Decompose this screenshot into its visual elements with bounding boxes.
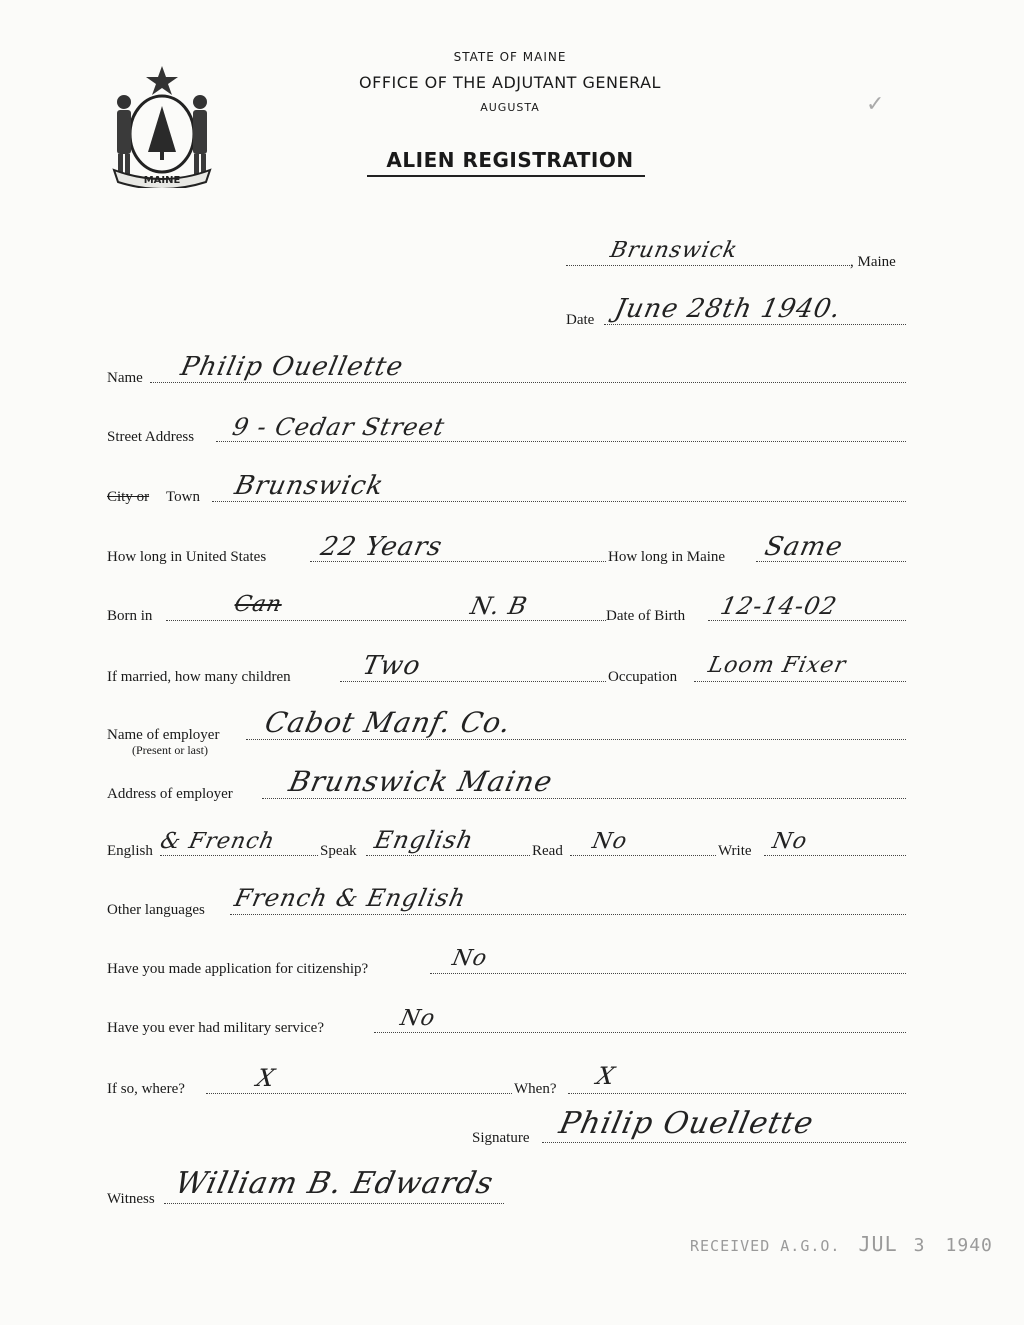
write-value: No	[770, 829, 810, 854]
employer-label: Name of employer	[107, 727, 220, 743]
where-line	[206, 1093, 512, 1094]
stamp-text: RECEIVED A.G.O.	[690, 1237, 841, 1255]
read-line	[570, 855, 716, 856]
signature-label: Signature	[472, 1130, 530, 1146]
date-label: Date	[566, 312, 595, 328]
born-in-struck-value: Can	[232, 592, 285, 617]
english-value: & French	[158, 829, 278, 854]
state-seal-icon	[106, 62, 218, 188]
name-line	[150, 382, 906, 383]
employer-value: Cabot Manf. Co.	[262, 706, 515, 739]
citizenship-value: No	[450, 946, 490, 971]
other-languages-label: Other languages	[107, 902, 205, 918]
how-long-maine-label: How long in Maine	[608, 549, 726, 565]
when-line	[568, 1093, 906, 1094]
how-long-maine-value: Same	[762, 532, 846, 562]
when-label: When?	[514, 1081, 557, 1097]
when-value: X	[594, 1062, 619, 1090]
where-value: X	[254, 1064, 279, 1092]
citizenship-line	[430, 973, 906, 974]
other-languages-value: French & English	[232, 884, 469, 912]
dob-line	[708, 620, 906, 621]
town-label: Town	[166, 489, 200, 505]
employer-line	[246, 739, 906, 740]
date-line	[604, 324, 906, 325]
speak-value: English	[372, 826, 477, 854]
read-value: No	[590, 829, 630, 854]
header-state: STATE OF MAINE	[453, 50, 567, 64]
children-value: Two	[360, 651, 424, 681]
write-line	[764, 855, 906, 856]
stamp-day: 3	[913, 1235, 926, 1256]
occupation-line	[694, 681, 906, 682]
occupation-label: Occupation	[608, 669, 678, 685]
received-stamp	[690, 1232, 993, 1256]
read-label: Read	[532, 843, 563, 859]
header-city: AUGUSTA	[480, 101, 540, 114]
write-label: Write	[718, 843, 752, 859]
street-line	[216, 441, 906, 442]
dob-value: 12-14-02	[718, 592, 840, 620]
name-label: Name	[107, 370, 143, 386]
employer-address-label: Address of employer	[107, 786, 233, 802]
town-line	[212, 501, 906, 502]
where-label: If so, where?	[107, 1081, 185, 1097]
children-line	[340, 681, 606, 682]
children-label: If married, how many children	[107, 669, 291, 685]
street-value: 9 - Cedar Street	[230, 413, 448, 441]
place-value: Brunswick	[608, 238, 741, 263]
header-office: OFFICE OF THE ADJUTANT GENERAL	[359, 73, 661, 92]
place-suffix: , Maine	[850, 254, 896, 270]
signature-value: Philip Ouellette	[556, 1106, 817, 1141]
town-value: Brunswick	[232, 471, 387, 501]
other-languages-line	[230, 914, 906, 915]
military-label: Have you ever had military service?	[107, 1020, 324, 1036]
witness-value: William B. Edwards	[172, 1166, 497, 1201]
how-long-us-label: How long in United States	[107, 549, 267, 565]
signature-line	[542, 1142, 906, 1143]
title-underline	[367, 175, 645, 177]
dob-label: Date of Birth	[606, 608, 686, 624]
born-in-label: Born in	[107, 608, 153, 624]
check-mark-icon: ✓	[866, 92, 885, 117]
witness-line	[164, 1203, 504, 1204]
name-value: Philip Ouellette	[178, 352, 407, 382]
speak-line	[366, 855, 530, 856]
stamp-year: 1940	[945, 1235, 993, 1256]
english-line	[160, 855, 318, 856]
place-line	[566, 265, 852, 266]
street-label: Street Address	[107, 429, 195, 445]
page-title: ALIEN REGISTRATION	[386, 148, 634, 172]
date-value: June 28th 1940.	[612, 294, 844, 324]
city-label-struck: City or	[107, 489, 150, 505]
english-label: English	[107, 843, 153, 859]
witness-label: Witness	[107, 1191, 155, 1207]
citizenship-label: Have you made application for citizenship?	[107, 961, 369, 977]
military-line	[374, 1032, 906, 1033]
speak-label: Speak	[320, 843, 357, 859]
military-value: No	[398, 1006, 438, 1031]
seal-banner-text: MAINE	[143, 175, 181, 186]
employer-address-line	[262, 798, 906, 799]
born-in-line	[166, 620, 606, 621]
how-long-us-value: 22 Years	[318, 532, 446, 562]
born-in-value: N. B	[468, 592, 531, 620]
employer-sublabel: (Present or last)	[132, 743, 208, 757]
employer-address-value: Brunswick Maine	[286, 765, 556, 798]
occupation-value: Loom Fixer	[706, 653, 849, 678]
stamp-month: JUL	[858, 1232, 898, 1256]
